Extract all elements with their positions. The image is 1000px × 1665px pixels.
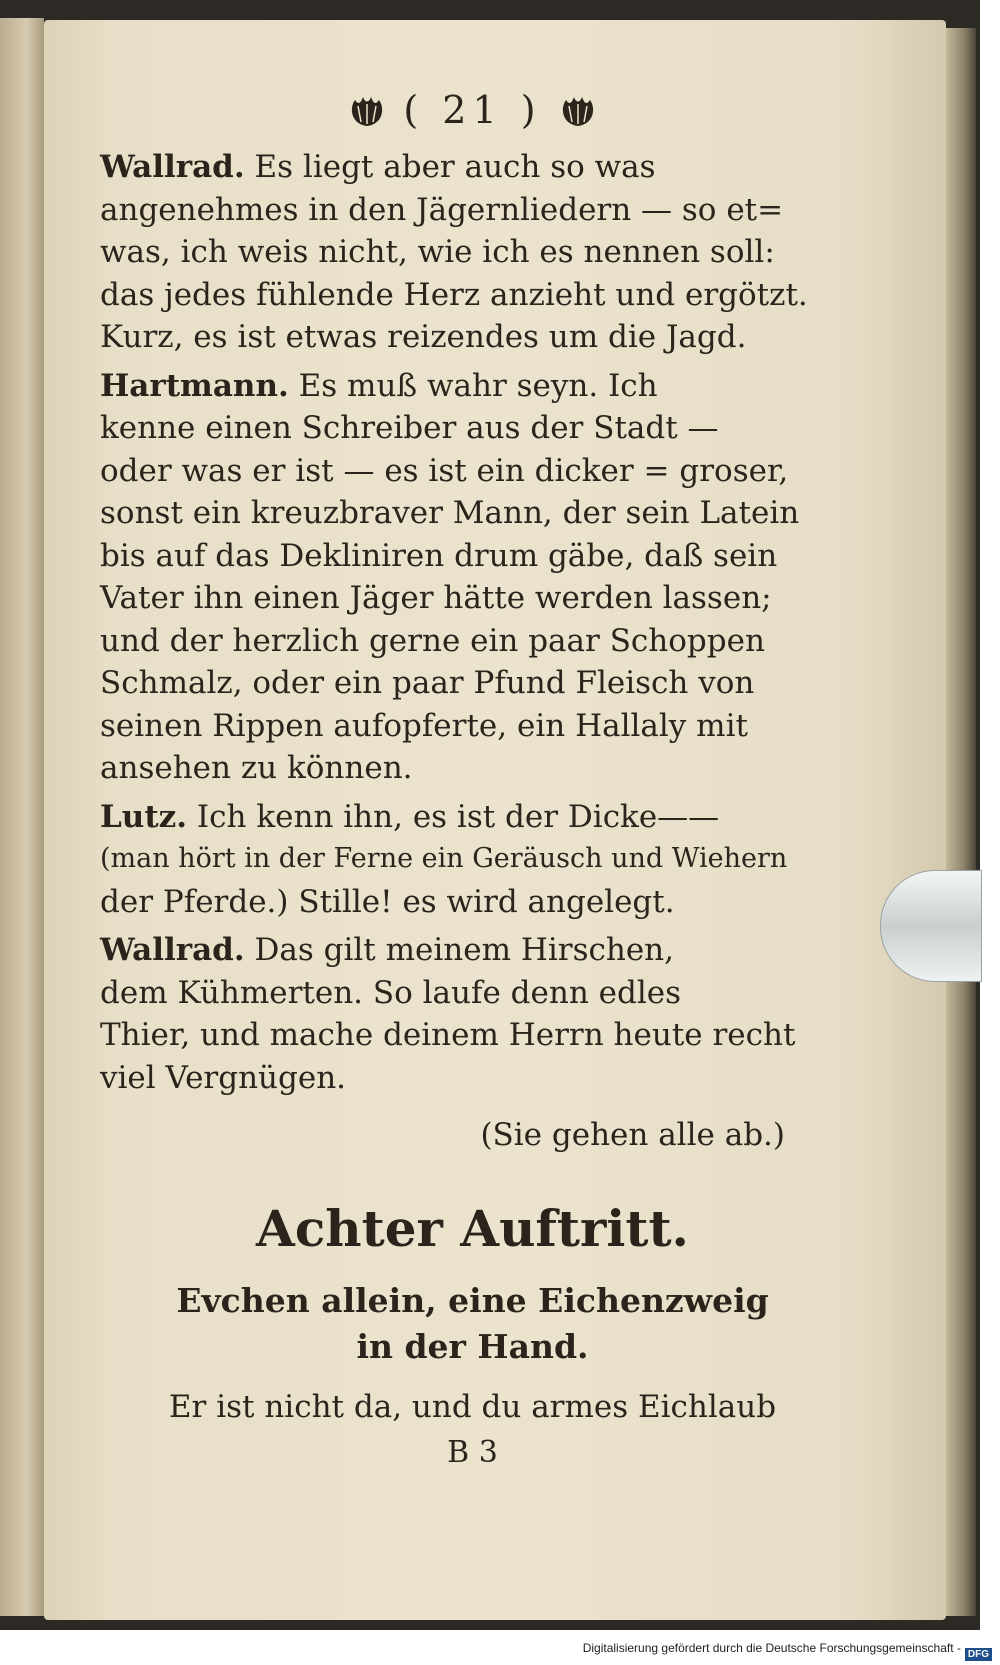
page-header xyxy=(100,88,845,132)
text-line: Es muß wahr seyn. Ich xyxy=(298,367,658,404)
text-line: viel Vergnügen. xyxy=(100,1059,347,1096)
text-line: dem Kühmerten. So laufe denn edles xyxy=(100,974,682,1011)
speaker-name: Lutz. xyxy=(100,798,188,835)
dfg-logo: DFG xyxy=(965,1648,992,1661)
text-line: oder was er ist — es ist ein dicker = groser, xyxy=(100,452,789,489)
clear-page-tab xyxy=(880,870,982,982)
text-line: was, ich weis nicht, wie ich es nennen soll: xyxy=(100,234,775,270)
scene-description-line: in der Hand. xyxy=(356,1327,589,1366)
dialogue-paragraph xyxy=(100,146,845,359)
text-line: Vater ihn einen Jäger hätte werden lassen; xyxy=(100,580,772,616)
speaker-name: Wallrad. xyxy=(100,149,245,185)
text-line: das jedes fühlende Herz anzieht und ergötzt. xyxy=(100,276,808,313)
text-line: Thier, und mache deinem Herrn heute recht xyxy=(100,1017,796,1053)
digitization-footer xyxy=(0,1630,1000,1665)
dialogue-paragraph xyxy=(100,929,845,1099)
text-line: der Pferde.) Stille! es wird angelegt. xyxy=(100,883,675,920)
text-line: bis auf das Dekliniren drum gäbe, daß sein xyxy=(100,537,778,574)
previous-page-edge xyxy=(0,18,44,1616)
text-line: Es liegt aber auch so was xyxy=(254,149,656,185)
footer-credit: Digitalisierung gefördert durch die Deutsche Forschungsgemeinschaft - xyxy=(582,1641,961,1655)
text-line: kenne einen Schreiber aus der Stadt — xyxy=(100,410,719,446)
dialogue-paragraph xyxy=(100,796,845,924)
scene-description xyxy=(100,1278,845,1370)
speaker-name: Wallrad. xyxy=(100,932,245,968)
stage-direction: (Sie gehen alle ab.) xyxy=(480,1117,785,1153)
text-line: ansehen zu können. xyxy=(100,750,413,786)
page-stack-edge xyxy=(946,28,976,1616)
scene-first-line: Er ist nicht da, und du armes Eichlaub xyxy=(168,1389,777,1425)
text-line: seinen Rippen aufopferte, ein Hallaly mit xyxy=(100,707,748,744)
signature-mark: B 3 xyxy=(447,1434,498,1470)
speaker-name: Hartmann. xyxy=(100,367,289,404)
text-line: Schmalz, oder ein paar Pfund Fleisch von xyxy=(100,665,755,701)
text-line: Kurz, es ist etwas reizendes um die Jagd. xyxy=(100,319,747,355)
scene-title: Achter Auftritt. xyxy=(256,1199,689,1258)
text-line: Das gilt meinem Hirschen, xyxy=(254,932,674,968)
dialogue-paragraph xyxy=(100,365,845,790)
text-line: Ich kenn ihn, es ist der Dicke—— xyxy=(196,798,720,835)
page-number: ( 21 ) xyxy=(403,88,542,132)
shell-ornament-icon xyxy=(347,93,387,127)
text-line: sonst ein kreuzbraver Mann, der sein Latein xyxy=(100,495,800,531)
page-content xyxy=(100,88,845,1470)
text-line: angenehmes in den Jägernliedern — so et= xyxy=(100,191,784,228)
shell-ornament-icon xyxy=(558,93,598,127)
text-line: und der herzlich gerne ein paar Schoppen xyxy=(100,622,765,659)
text-line: (man hört in der Ferne ein Geräusch und Wiehern xyxy=(100,843,788,874)
scene-description-line: Evchen allein, eine Eichenzweig xyxy=(176,1281,769,1320)
